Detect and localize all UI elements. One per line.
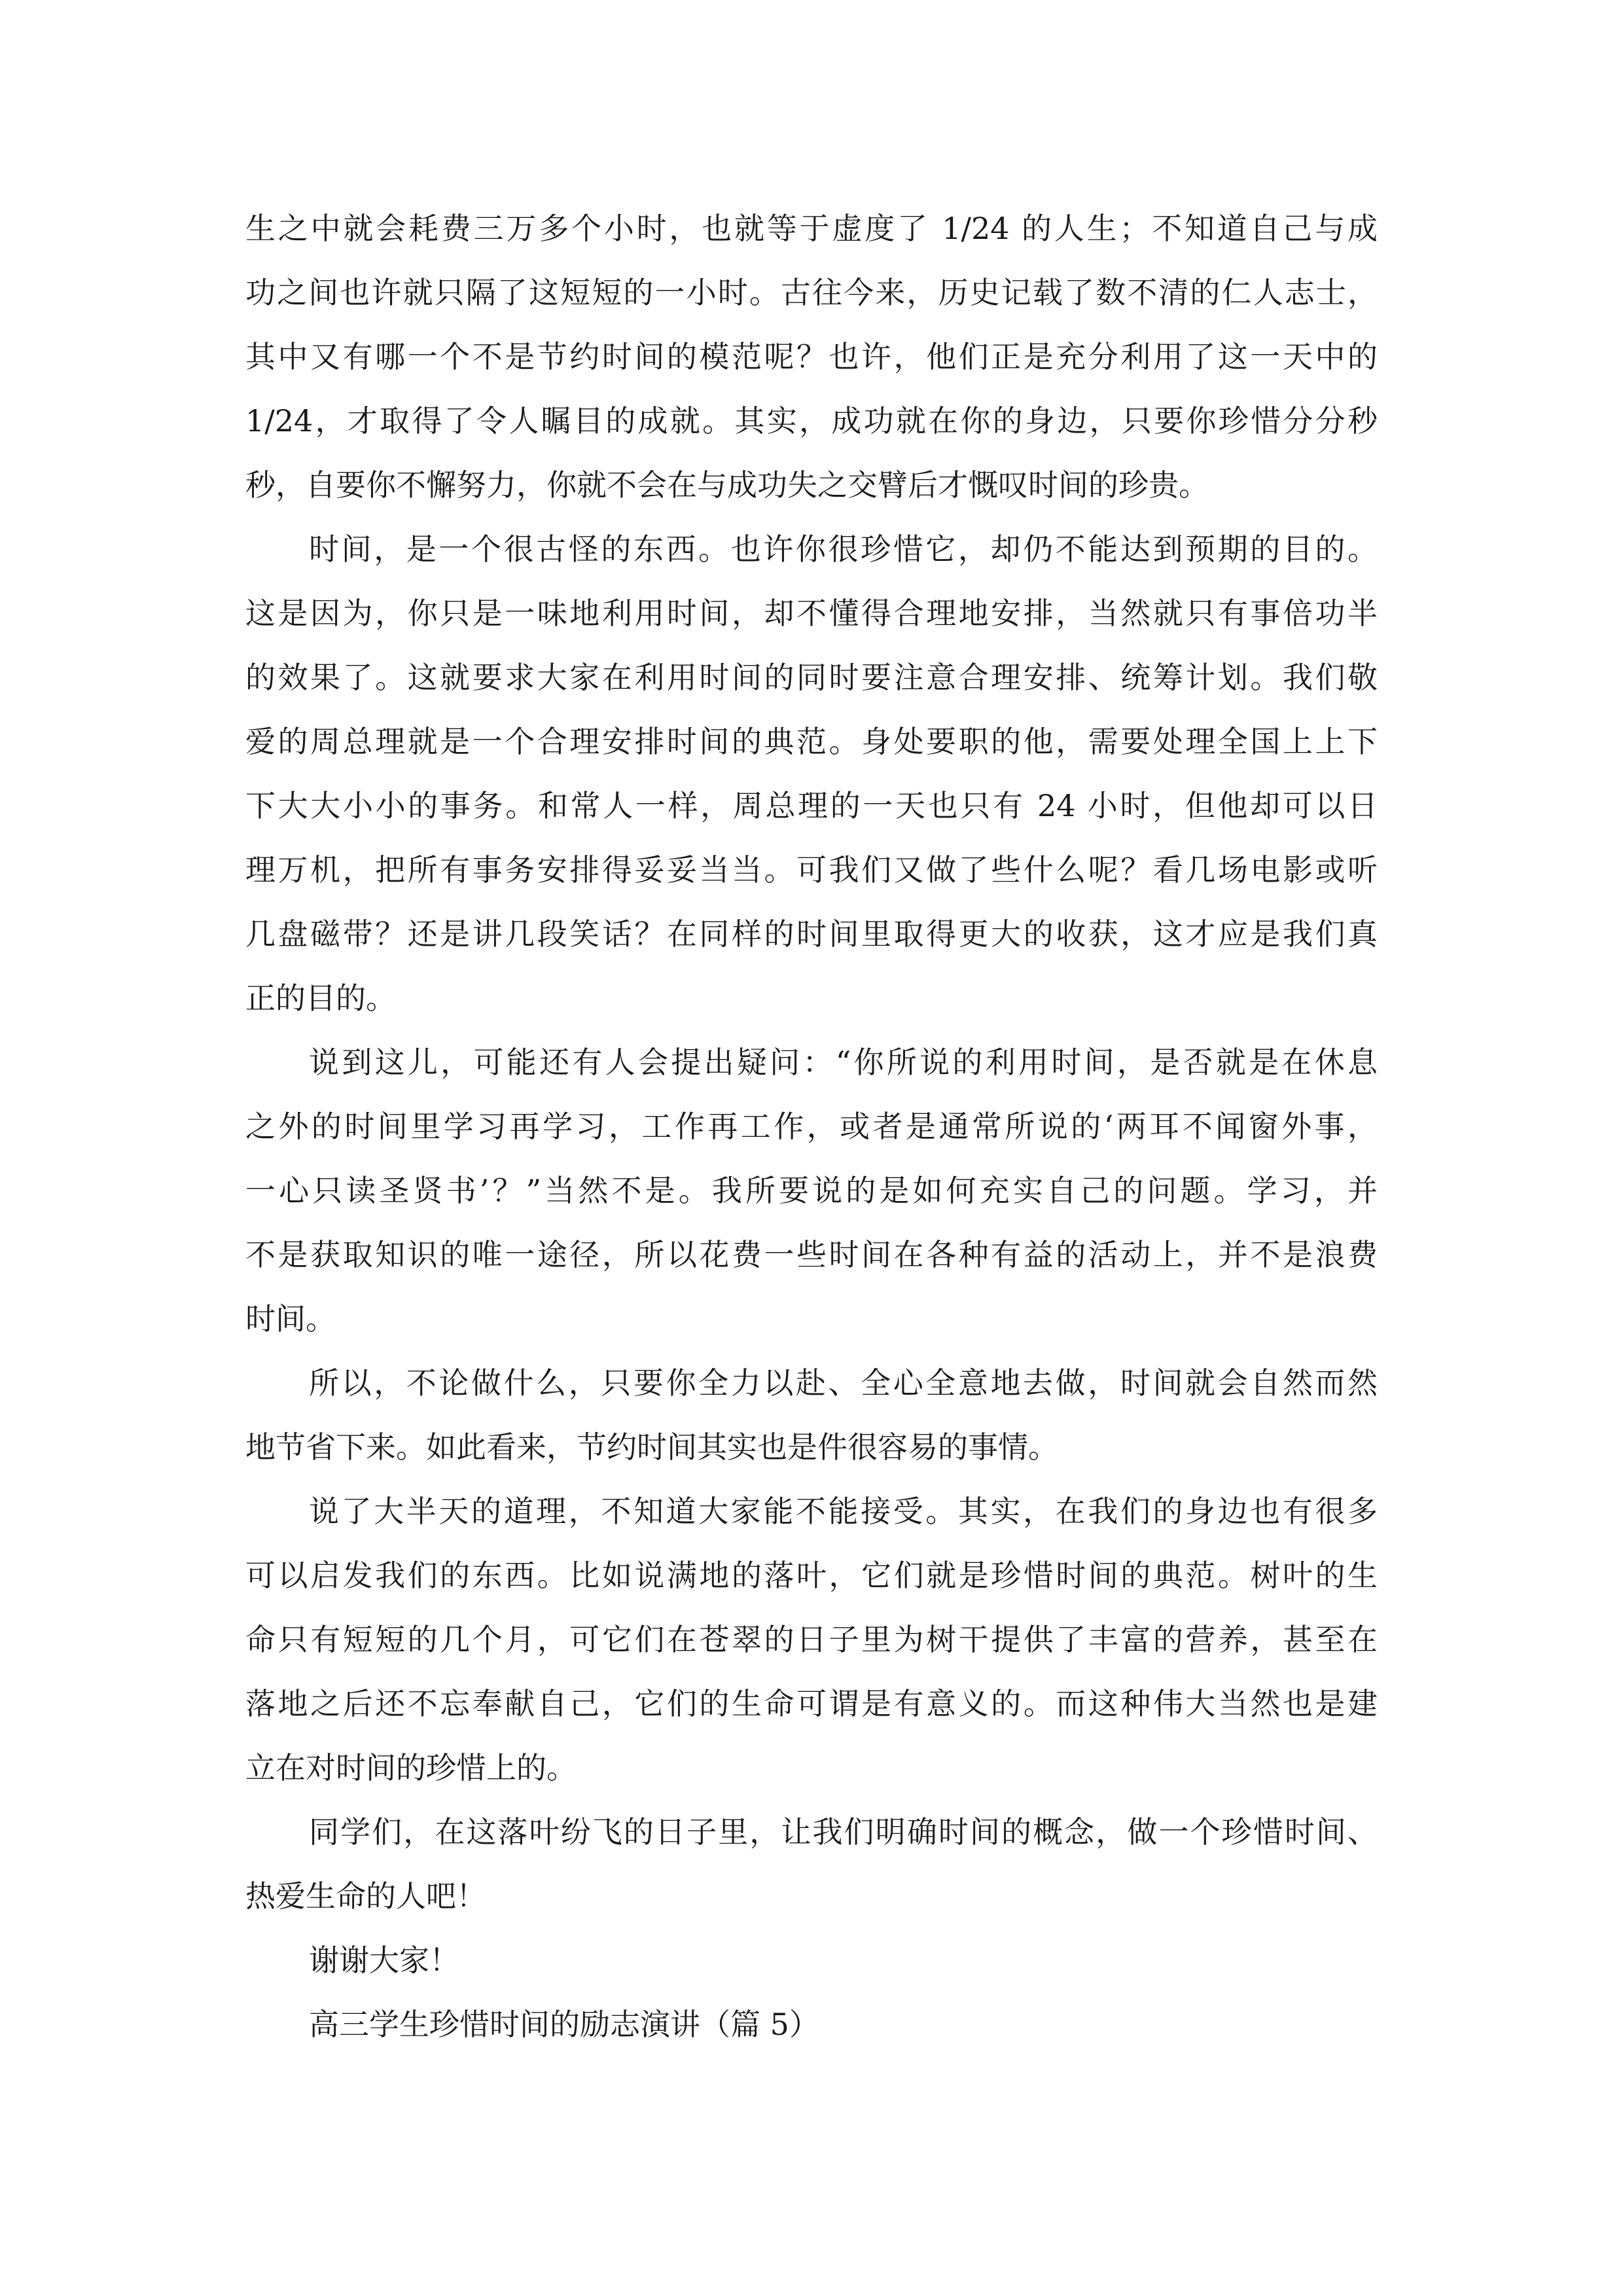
paragraph-line: 同学们，在这落叶纷飞的日子里，让我们明确时间的概念，做一个珍惜时间、: [309, 1814, 1378, 1850]
paragraph: [245, 196, 1378, 517]
document-body: [245, 196, 1378, 2056]
paragraph-line: 其中又有哪一个不是节约时间的模范呢？也许，他们正是充分利用了这一天中的: [245, 339, 1378, 374]
paragraph-line: 理万机，把所有事务安排得妥妥当当。可我们又做了些什么呢？看几场电影或听: [245, 852, 1378, 888]
paragraph: [245, 1351, 1378, 1479]
paragraph-line: 命只有短短的几个月，可它们在苍翠的日子里为树干提供了丰富的营养，甚至在: [245, 1622, 1378, 1657]
paragraph-line: 所以，不论做什么，只要你全力以赴、全心全意地去做，时间就会自然而然: [309, 1365, 1378, 1401]
paragraph-line: 下大大小小的事务。和常人一样，周总理的一天也只有 24 小时，但他却可以日: [245, 788, 1378, 823]
paragraph-line: 几盘磁带？还是讲几段笑话？在同样的时间里取得更大的收获，这才应是我们真: [245, 916, 1378, 952]
paragraph-line: 谢谢大家！: [309, 1943, 459, 1978]
paragraph: [245, 517, 1378, 1030]
paragraph-line: 爱的周总理就是一个合理安排时间的典范。身处要职的他，需要处理全国上上下: [245, 724, 1378, 759]
paragraph-line: 之外的时间里学习再学习，工作再工作，或者是通常所说的‘两耳不闻窗外事，: [245, 1109, 1378, 1144]
paragraph-line: 一心只读圣贤书’？”当然不是。我所要说的是如何充实自己的问题。学习，并: [245, 1173, 1378, 1208]
paragraph-line: 说了大半天的道理，不知道大家能不能接受。其实，在我们的身边也有很多: [309, 1494, 1378, 1529]
paragraph: [245, 1992, 1378, 2056]
paragraph-line: 落地之后还不忘奉献自己，它们的生命可谓是有意义的。而这种伟大当然也是建: [245, 1686, 1378, 1721]
paragraph-line: 热爱生命的人吧！: [245, 1878, 486, 1914]
paragraph: [245, 1800, 1378, 1928]
paragraph-line: 可以启发我们的东西。比如说满地的落叶，它们就是珍惜时间的典范。树叶的生: [245, 1558, 1378, 1593]
paragraph-line: 1/24，才取得了令人瞩目的成就。其实，成功就在你的身边，只要你珍惜分分秒: [245, 403, 1378, 439]
paragraph: [245, 1479, 1378, 1800]
paragraph-line: 高三学生珍惜时间的励志演讲（篇 5）: [309, 2007, 819, 2042]
paragraph-line: 时间，是一个很古怪的东西。也许你很珍惜它，却仍不能达到预期的目的。: [309, 531, 1378, 567]
paragraph-line: 不是获取知识的唯一途径，所以花费一些时间在各种有益的活动上，并不是浪费: [245, 1237, 1378, 1272]
paragraph-line: 说到这儿，可能还有人会提出疑问：“你所说的利用时间，是否就是在休息: [309, 1045, 1378, 1080]
paragraph-line: 立在对时间的珍惜上的。: [245, 1750, 577, 1785]
paragraph-line: 地节省下来。如此看来，节约时间其实也是件很容易的事情。: [245, 1429, 1058, 1465]
paragraph-line: 秒，自要你不懈努力，你就不会在与成功失之交臂后才慨叹时间的珍贵。: [245, 467, 1209, 503]
paragraph-line: 功之间也许就只隔了这短短的一小时。古往今来，历史记载了数不清的仁人志士，: [245, 275, 1378, 310]
paragraph-line: 的效果了。这就要求大家在利用时间的同时要注意合理安排、统筹计划。我们敬: [245, 660, 1378, 695]
paragraph-line: 正的目的。: [245, 980, 396, 1016]
paragraph: [245, 1030, 1378, 1351]
paragraph-line: 时间。: [245, 1301, 336, 1336]
paragraph-line: 生之中就会耗费三万多个小时，也就等于虚度了 1/24 的人生；不知道自己与成: [245, 211, 1378, 246]
paragraph: [245, 1928, 1378, 1992]
paragraph-line: 这是因为，你只是一味地利用时间，却不懂得合理地安排，当然就只有事倍功半: [245, 596, 1378, 631]
